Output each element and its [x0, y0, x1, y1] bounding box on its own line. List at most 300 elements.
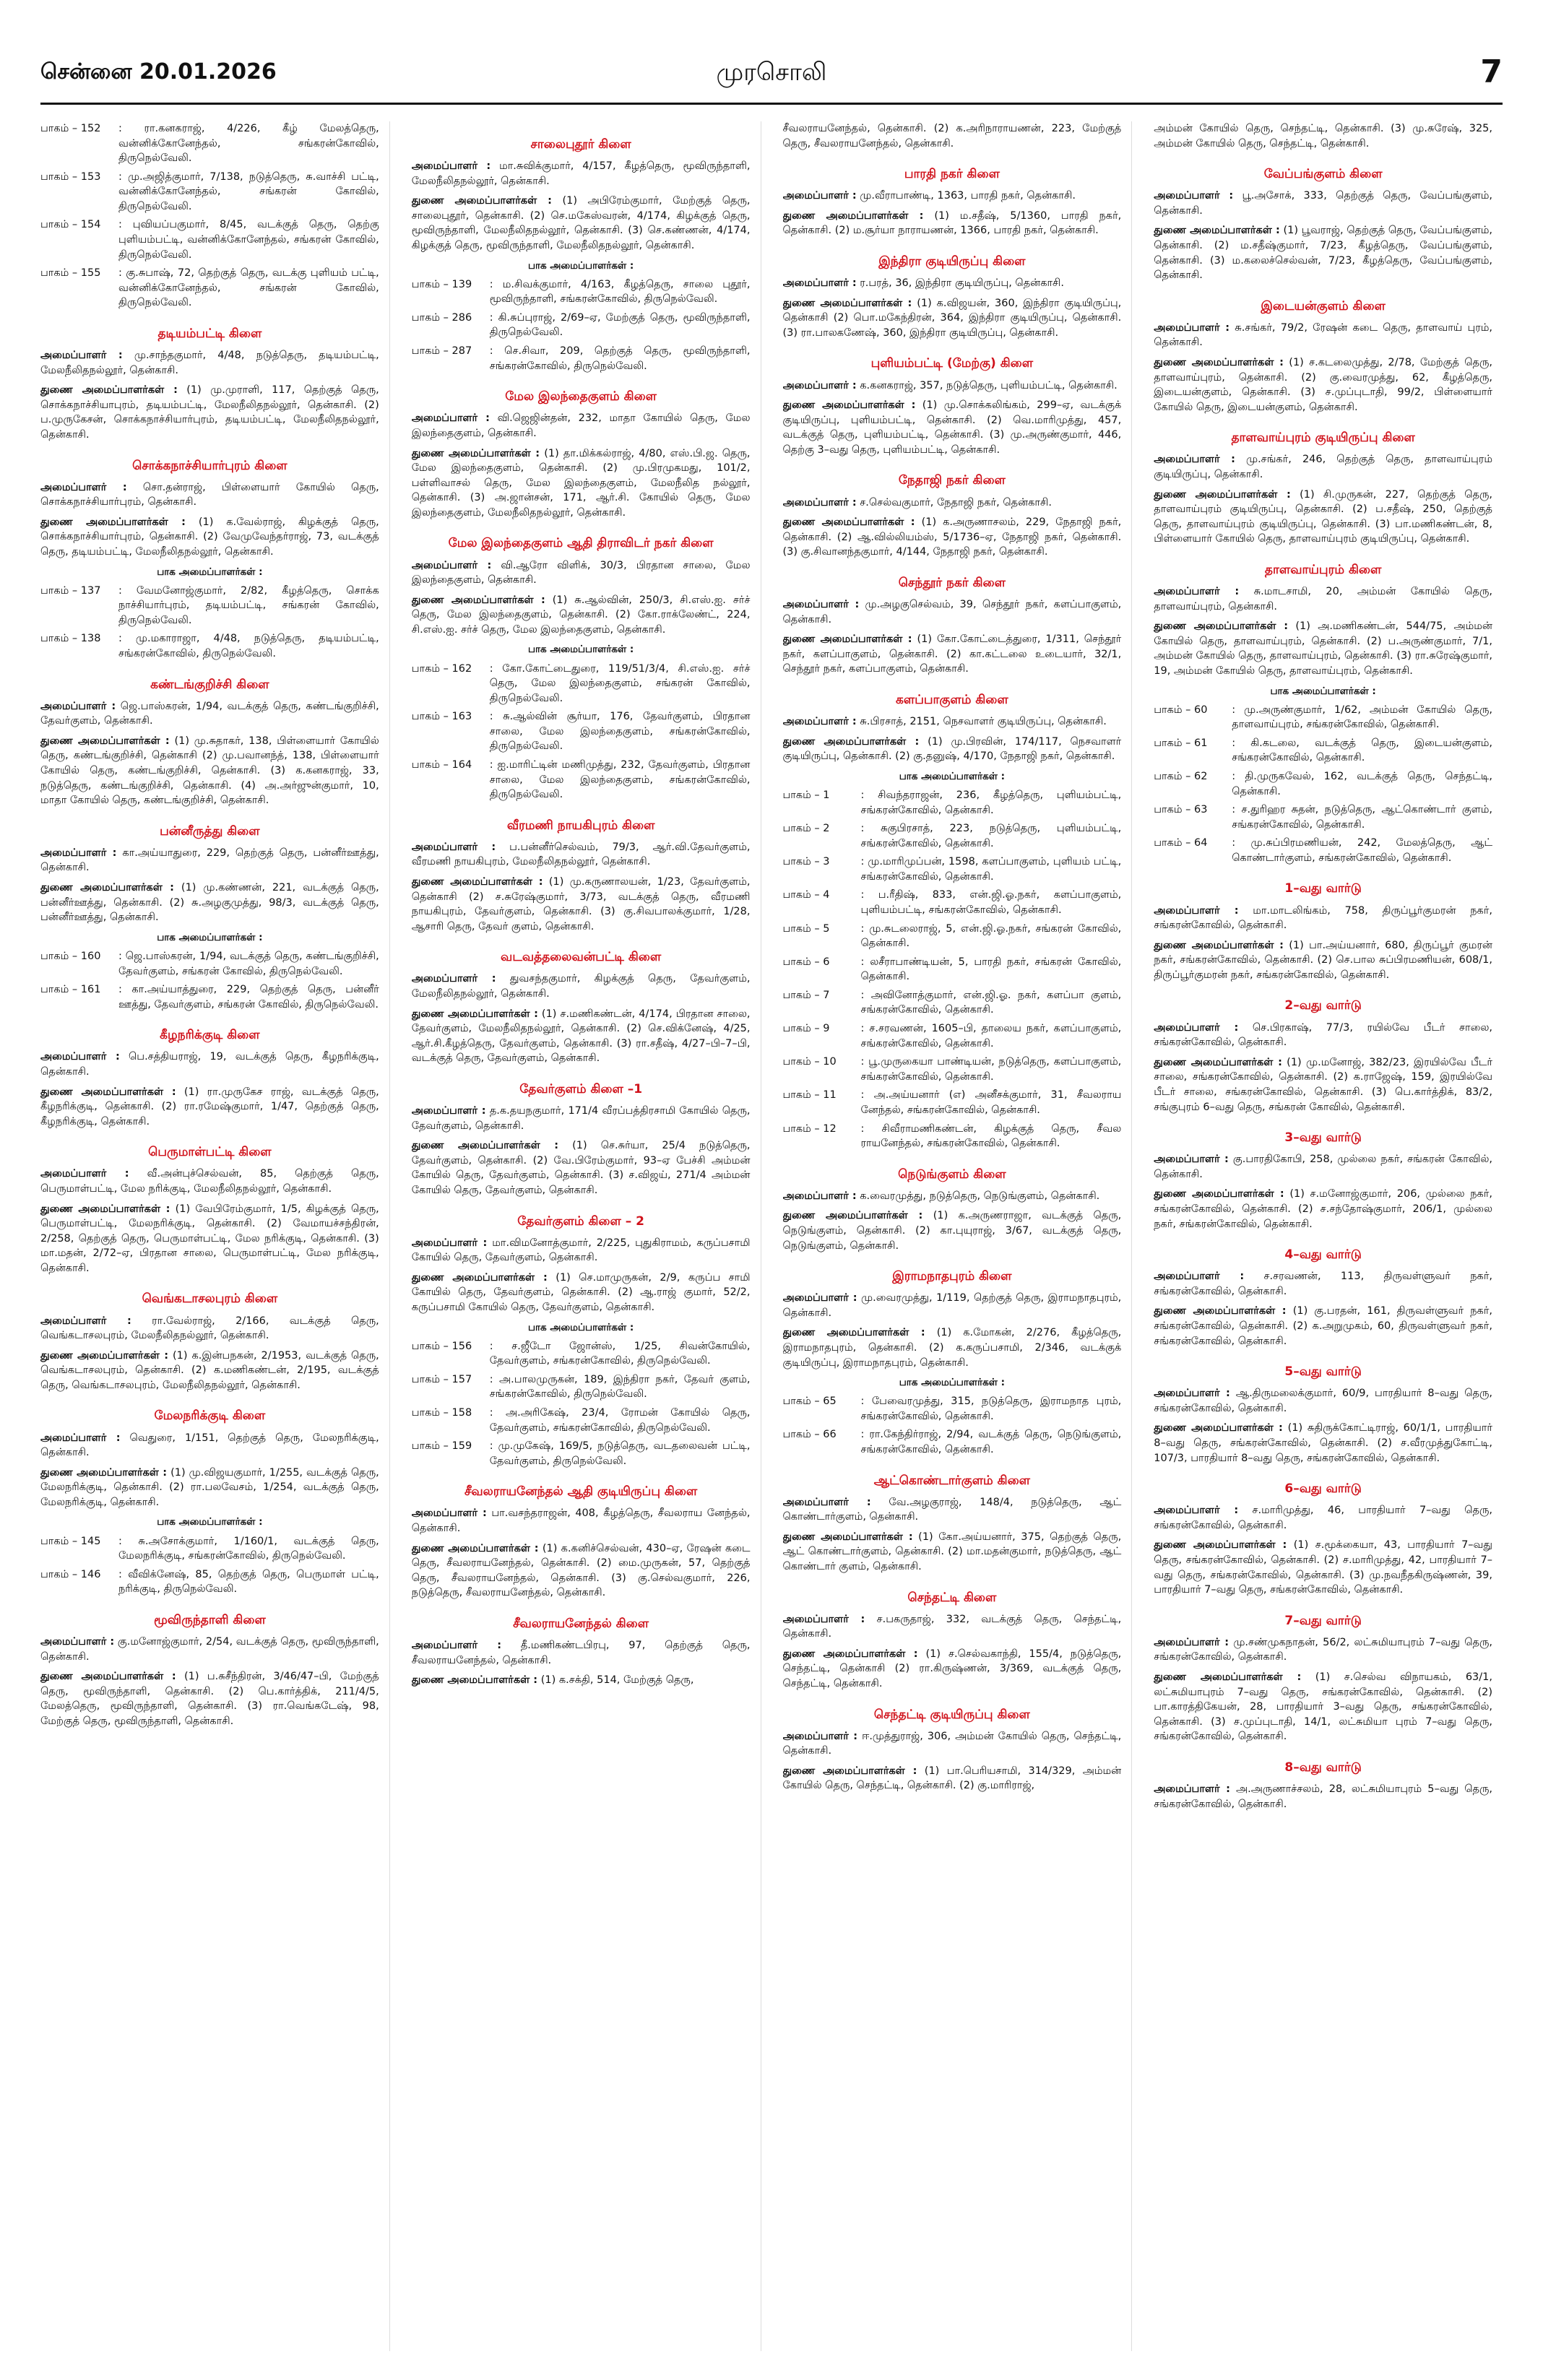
entry-text: வி.ஜெஜின்தன், 232, மாதா கோயில் தெரு, மேல இலந்தைகுளம், தென்காசி. [411, 412, 751, 439]
entry-text: மா.சுவிக்குமார், 4/157, கீழத்தெரு, மூவிருந்தாளி, மேலநீலிதநல்லூர், தென்காசி. [411, 160, 751, 187]
entry-text: பா.வசந்தராஜன், 408, கீழத்தெரு, சீவலராய னேந்தல், தென்காசி. [411, 1507, 751, 1535]
booth-entry [783, 854, 1122, 884]
organizer-label: அமைப்பாளர் : [1154, 454, 1235, 466]
entry-text: க.கனகராஜ், 357, நடுத்தெரு, புளியம்பட்டி, தென்காசி. [860, 379, 1118, 391]
booth-number: பாகம் – 10 [782, 1056, 837, 1068]
organizer-entry [1154, 321, 1492, 350]
organizer-label: அமைப்பாளர் : [1154, 1271, 1245, 1283]
booth-entry [1154, 769, 1492, 799]
entry-text: மு.சங்கர், 246, தெற்குத் தெரு, தாளவாய்புரம் குடியிருப்பு, தென்காசி. [1154, 454, 1493, 481]
branch-heading: 1–வது வார்டு [1284, 881, 1362, 896]
branch-heading: தேவர்குளம் கிளை – 2 [517, 1213, 644, 1229]
deputy-organizers-label: துணை அமைப்பாளர்கள் : [411, 1271, 548, 1284]
organizer-label: அமைப்பாளர் : [1154, 1783, 1230, 1796]
entry-text: (1) பா.பெரியசாமி, 314/329, அம்மன் கோயில் தெரு, செந்தட்டி, தென்காசி. (2) கு.மாரிராஜ், [782, 1765, 1122, 1792]
deputy-organizers-entry [40, 1349, 379, 1393]
booth-organizer: : வேமனோஜ்குமார், 2/82, கீழத்தெரு, சொக்க நாச்சியார்புரம், தடியம்பட்டி, சங்கரன் கோவில், திருநெல்வேலி. [118, 584, 379, 626]
organizer-label: அமைப்பாளர் : [782, 599, 860, 611]
deputy-organizers-entry [412, 1271, 751, 1315]
entry-text: (1) கோ.கோட்டைத்துரை, 1/311, செந்தூர் நகர், களப்பாகுளம், தென்காசி. (2) கா.கட்டலை உடையார், 32/1, செந்தூர் நகர், களப்பாகுளம், தென்காசி. [782, 633, 1122, 675]
deputy-organizers-label: துணை அமைப்பாளர்கள் : [782, 1531, 913, 1543]
booth-number: பாகம் – 156 [411, 1340, 472, 1352]
deputy-organizers-entry [783, 1647, 1122, 1692]
deputy-organizers-entry [1154, 619, 1492, 678]
branch-heading: 5–வது வார்டு [1284, 1364, 1362, 1380]
booth-organizer: : மு.அருண்குமார், 1/62, அம்மன் கோயில் தெரு, தாளவாய்புரம், சங்கரன்கோவில், தென்காசி. [1232, 704, 1492, 731]
deputy-organizers-label: துணை அமைப்பாளர்கள் : [1154, 1305, 1287, 1317]
section-subheading: பாக அமைப்பாளர்கள் : [157, 566, 263, 578]
booth-entry [783, 955, 1122, 985]
organizer-label: அமைப்பாளர் : [782, 1730, 858, 1742]
branch-heading: சீவலராயனேந்தல் ஆதி குடியிருப்பு கிளை [464, 1484, 698, 1500]
entry-text: மு.சாந்தகுமார், 4/48, நடுத்தெரு, தடியம்பட்டி, மேலநீலிதநல்லூர், தென்காசி. [40, 350, 379, 376]
organizer-entry [40, 480, 379, 510]
branch-heading: வெங்கடாசலபுரம் கிளை [142, 1291, 278, 1307]
deputy-organizers-entry [40, 1085, 379, 1130]
organizer-entry [783, 378, 1122, 394]
deputy-organizers-label: துணை அமைப்பாளர்கள் : [411, 447, 540, 459]
deputy-organizers-entry [783, 515, 1122, 560]
entry-text: (1) மு.சொக்கலிங்கம், 299–ஏ, வடக்குக் குடியிருப்பு, புளியம்பட்டி, தென்காசி. (2) வெ.மாரிமுத்து, 457, வடக்குத் தெரு, புளியம்பட்டி, தென்காசி. (3) மு.அருண்குமார், 446, தெற்கு 3–வது தெரு, புளியம்பட்டி, தென்காசி. [782, 399, 1122, 456]
deputy-organizers-entry [1154, 1304, 1492, 1349]
entry-text: (1) க.விஜயன், 360, இந்திரா குடியிருப்பு, தென்காசி (2) பொ.மகேந்திரன், 364, இந்திரா குடியிருப்பு, தென்காசி. (3) ரா.பாலகணேஷ், 360, இந்திரா குடியிருப்பு, தென்காசி. [782, 297, 1122, 339]
entry-text: கு.பாரதிகோபி, 258, முல்லை நகர், சங்கரன் கோவில், தென்காசி. [1154, 1154, 1493, 1180]
entry-text: வீ.அன்புச்செல்வன், 85, தெற்குத் தெரு, பெருமாள்பட்டி, மேல நரிக்குடி, மேலநீலிதநல்லூர், தென்காசி. [40, 1168, 379, 1195]
organizer-entry [40, 1050, 379, 1079]
entry-text: மா.மாடலிங்கம், 758, திருப்பூர்குமரன் நகர், சங்கரன்கோவில், தென்காசி. [1154, 904, 1492, 932]
deputy-organizers-entry [40, 515, 379, 560]
organizer-entry [1154, 1782, 1492, 1812]
entry-text: (1) ச.மூக்கையா, 43, பாரதியார் 7–வது தெரு, சங்கரன்கோவில், தென்காசி. (2) ச.மாரிமுத்து, 42, பாரதியார் 7–வது தெரு, சங்கரன்கோவில், தென்காசி. (3) மு.நவநீதகிருஷ்ணன், 39, பாரதியார் 7–வது தெரு, சங்கரன்கோவில், தென்காசி. [1154, 1539, 1492, 1596]
branch-heading: செந்தட்டி கிளை [907, 1590, 997, 1605]
branch-heading: செந்தட்டி குடியிருப்பு கிளை [873, 1707, 1030, 1722]
column-1 [40, 121, 390, 2351]
organizer-label: அமைப்பாளர் : [782, 1613, 865, 1625]
deputy-organizers-label: துணை அமைப்பாளர்கள் : [1154, 939, 1284, 951]
branch-heading: வடவத்தலைவன்பட்டி கிளை [501, 950, 662, 965]
branch-heading: நேதாஜி நகர் கிளை [898, 473, 1006, 488]
entry-text: மா.விமனோத்குமார், 2/225, புதுகிராமம், கருப்பசாமி கோயில் தெரு, தேவர்குளம், தென்காசி. [411, 1237, 751, 1264]
organizer-label: அமைப்பாளர் : [782, 277, 857, 290]
entry-text: அ.அருணாச்சலம், 28, லட்சுமியாபுரம் 5–வது தெரு, சங்கரன்கோவில், தென்காசி. [1154, 1783, 1493, 1810]
deputy-organizers-label: துணை அமைப்பாளர்கள் : [411, 594, 545, 606]
organizer-entry [40, 1314, 379, 1343]
branch-heading: களப்பாகுளம் கிளை [896, 692, 1008, 707]
deputy-organizers-label: துணை அமைப்பாளர்கள் : [40, 1671, 176, 1683]
organizer-label: அமைப்பாளர் : [411, 1507, 487, 1520]
booth-organizer: : லசீராபாண்டியன், 5, பாரதி நகர், சங்கரன் கோவில், தென்காசி. [860, 956, 1122, 983]
entry-text: (1) ச.மனோஜ்குமார், 206, முல்லை நகர், சங்கரன்கோவில், தென்காசி. (2) ச.சந்தோஷ்குமார், 206/1, முல்லை நகர், சங்கரன்கோவில், தென்காசி. [1154, 1188, 1492, 1230]
entry-text: (1) செ.மாமுருகன், 2/9, கருப்ப சாமி கோயில் தெரு, தேவர்குளம், தென்காசி. (2) ஆ.ராஜ் குமார், 52/2, கருப்பசாமி கோயில் தெரு, தேவர்குளம், தென்காசி. [411, 1271, 751, 1313]
deputy-organizers-label: துணை அமைப்பாளர்கள் : [782, 399, 916, 412]
booth-number: பாகம் – 9 [782, 1023, 830, 1035]
organizer-label: அமைப்பாளர் : [40, 1168, 129, 1180]
booth-entry [412, 1339, 751, 1369]
organizer-entry [40, 1431, 379, 1461]
booth-organizer: : ச.சரவணன், 1605–பி, தாலைய நகர், களப்பாகுளம், சங்கரன்கோவில், தென்காசி. [860, 1023, 1122, 1050]
booth-entry [40, 1534, 379, 1564]
booth-entry [412, 344, 751, 373]
entry-text: (1) செ.சுர்யா, 25/4 நடுத்தெரு, தேவர்குளம், தென்காசி. (2) வே.பிரேம்குமார், 93–ஏ பேச்சி அம்மன் கோயில் தெரு, தேவர்குளம், தென்காசி. (3) ச.விஜய், 271/4 அம்மன் கோயில் தெரு, தேவர்குளம், தென்காசி. [411, 1140, 751, 1196]
entry-text: (1) ச.கடலைமுத்து, 2/78, மேற்குத் தெரு, தாளவாய்புரம், தென்காசி. (2) கு.வைரமுத்து, 62, கீழத்தெரு, இடையன்குளம், தென்காசி. (3) ச.முப்புடாதி, 99/2, பிள்ளையார் கோயில் தெரு, இடையன்குளம், தென்காசி. [1154, 357, 1492, 413]
deputy-organizers-entry [1154, 1055, 1492, 1115]
organizer-label: அமைப்பாளர் : [1154, 1505, 1239, 1517]
booth-organizer: : மு.அஜித்குமார், 7/138, நடுத்தெரு, சு.வாச்சி பட்டி, வன்னிக்கோனேந்தல், சங்கரன் கோவில், திருநெல்வேலி. [118, 170, 379, 212]
booth-entry [412, 1372, 751, 1402]
booth-entry [40, 949, 379, 979]
deputy-organizers-label: துணை அமைப்பாளர்கள் : [782, 1648, 918, 1660]
deputy-organizers-entry [40, 1466, 379, 1510]
organizer-entry [412, 159, 751, 189]
organizer-label: அமைப்பாளர் : [411, 841, 496, 853]
booth-entry [412, 709, 751, 754]
booth-organizer: : மு.மகாராஜா, 4/48, நடுத்தெரு, தடியம்பட்டி, சங்கரன்கோவில், திருநெல்வேலி. [118, 633, 379, 660]
entry-text: (1) அபிரேம்குமார், மேற்குத் தெரு, சாலைபுதூர், தென்காசி. (2) செ.மகேஸ்வரன், 4/174, கிழக்குத் தெரு, மூவிருந்தாளி, மேலநீலிதநல்லூர், தென்காசி. (3) செ.கண்ணன், 4/174, கிழக்குத் தெரு, மூவிருந்தாளி, மேலநீலிதநல்லூர், தென்காசி. [411, 195, 751, 252]
entry-text: ச.சரவணன், 113, திருவள்ளுவர் நகர், சங்கரன்கோவில், தென்காசி. [1154, 1271, 1493, 1297]
deputy-organizers-label: துணை அமைப்பாளர்கள் : [40, 384, 178, 397]
organizer-entry [1154, 1269, 1492, 1299]
section-subheading: பாக அமைப்பாளர்கள் : [157, 931, 263, 943]
branch-heading: வீரமணி நாயகிபுரம் கிளை [506, 818, 655, 833]
booth-number: பாகம் – 5 [782, 922, 830, 935]
organizer-entry [40, 348, 379, 378]
organizer-label: அமைப்பாளர் : [782, 496, 857, 509]
branch-heading: தாளவாய்புரம் கிளை [1264, 562, 1382, 577]
deputy-organizers-entry [783, 1764, 1122, 1793]
booth-number: பாகம் – 66 [782, 1429, 837, 1441]
organizer-entry [783, 714, 1122, 730]
entry-text: (1) வேபிரேம்குமார், 1/5, கிழக்குத் தெரு, பெருமாள்பட்டி, மேலநரிக்குடி, தென்காசி. (2) வேமாயச்சந்திரன், 2/258, தெற்குத் தெரு, பெருமாள்பட்டி, மேல நரிக்குடி, தென்காசி. (3) மா.மதன், 2/72–ஏ, பிரதான சாலை, பெருமாள்பட்டி, மேல நரிக்குடி, தென்காசி. [40, 1203, 379, 1274]
deputy-organizers-entry [40, 1669, 379, 1728]
booth-entry [40, 631, 379, 661]
organizer-label: அமைப்பாளர் : [411, 973, 496, 985]
entry-text: ஈ.முத்துராஜ், 306, அம்மன் கோயில் தெரு, செந்தட்டி, தென்காசி. [782, 1730, 1122, 1757]
organizer-entry [783, 1612, 1122, 1642]
entry-text: (1) சுதிருக்கோட்டிராஜ், 60/1/1, பாரதியார் 8–வது தெரு, சங்கரன்கோவில், தென்காசி. (2) ச.வீரமுத்துகோட்டி, 107/3, பாரதியார் 8–வது தெரு, சங்கரன்கோவில், தென்காசி. [1154, 1422, 1493, 1464]
organizer-entry [412, 1638, 751, 1668]
organizer-label: அமைப்பாளர் : [411, 412, 490, 425]
organizer-label: அமைப்பாளர் : [1154, 1021, 1239, 1034]
booth-organizer: : அ.பாலமுருகன், 189, இந்திரா நகர், தேவர் குளம், சங்கரன்கோவில், திருநெல்வேலி. [489, 1373, 751, 1401]
entry-text: (1) மு.முராளி, 117, தெற்குத் தெரு, சொக்கநாச்சியாபுரம், தடியம்பட்டி, மேலநீலிதநல்லூர், தென்காசி. (2) ப.முருகேசன், சொக்கநாச்சியார்புரம், தடியம்பட்டி, மேலநீலிதநல்லூர், தென்காசி. [40, 384, 379, 441]
organizer-label: அமைப்பாளர் : [411, 559, 492, 571]
entry-text: (1) ச.செல்வ விநாயகம், 63/1, லட்சுமியாபுரம் 7–வது தெரு, சங்கரன்கோவில், தென்காசி. (2) பா.காரத்திகேயன், 28, பாரதியார் 3–வது தெரு, சங்கரன்கோவில், தென்காசி. (3) ச.முப்புடாதி, 14/1, லட்சுமியா புரம் 7–வது தெரு, சங்கரன்கோவில், தென்காசி. [1154, 1671, 1493, 1743]
entry-text: ச.செல்வகுமார், நேதாஜி நகர், தென்காசி. [860, 496, 1052, 509]
organizer-entry [412, 1506, 751, 1536]
deputy-organizers-entry [412, 1007, 751, 1066]
entry-text: (1) கோ.அய்யனார், 375, தெற்குத் தெரு, ஆட் கொண்டார்குளம், தென்காசி. (2) மா.மதன்குமார், நடுத்தெரு, ஆட் கொண்டார் குளம், தென்காசி. [782, 1531, 1122, 1573]
booth-organizer: : பேவைரமுத்து, 315, நடுத்தெரு, இராமநாத புரம், சங்கரன்கோவில், தென்காசி. [860, 1395, 1122, 1422]
booth-organizer: : மு.முகேஷ், 169/5, நடுத்தெரு, வடதலைவன் பட்டி, தேவர்குளம், திருநெல்வேலி. [489, 1440, 751, 1467]
deputy-organizers-label: துணை அமைப்பாளர்கள் : [782, 633, 912, 646]
organizer-entry [40, 699, 379, 729]
booth-organizer: : கி.சுப்புராஜ், 2/69–ஏ, மேற்குத் தெரு, மூவிருந்தாளி, திருநெல்வேலி. [489, 311, 751, 339]
deputy-organizers-entry [783, 632, 1122, 677]
entry-text: மு.சண்முகநாதன், 56/2, லட்சுமியாபுரம் 7–வது தெரு, சங்கரன்கோவில், தென்காசி. [1154, 1636, 1492, 1663]
booth-entry [783, 1394, 1122, 1424]
booth-organizer: : அ.அரிகேஷ், 23/4, ரோமன் கோயில் தெரு, தேவர்குளம், சங்கரன்கோவில், திருநெல்வேலி. [489, 1407, 751, 1434]
booth-entry [1154, 736, 1492, 766]
booth-entry [783, 1427, 1122, 1457]
deputy-organizers-entry [783, 296, 1122, 341]
section-subheading: பாக அமைப்பாளர்கள் : [527, 259, 634, 272]
booth-organizer: : அவினோத்குமார், என்.ஜி.ஓ. நகர், களப்பா குளம், சங்கரன்கோவில், தென்காசி. [860, 989, 1122, 1016]
booth-number: பாகம் – 12 [782, 1122, 837, 1135]
entry-text: கு.மனோஜ்குமார், 2/54, வடக்குத் தெரு, மூவிருந்தாளி, தென்காசி. [40, 1636, 379, 1663]
entry-text: (1) மு.விஜயகுமார், 1/255, வடக்குத் தெரு, மேலநரிக்குடி, தென்காசி. (2) ரா.பலவேசம், 1/254, வடக்குத் தெரு, மேலநரிக்குடி, தென்காசி. [40, 1466, 379, 1508]
organizer-label: அமைப்பாளர் : [782, 190, 857, 202]
booth-entry [783, 1021, 1122, 1051]
newspaper-name: முரசொலி [716, 58, 827, 87]
branch-heading: 4–வது வார்டு [1284, 1247, 1362, 1263]
organizer-entry [783, 1495, 1122, 1525]
organizer-label: அமைப்பாளர் : [782, 1190, 857, 1202]
entry-text: (1) க.மோகன், 2/276, கீழத்தெரு, இராமநாதபுரம், தென்காசி. (2) க.கருப்பசாமி, 2/346, வடக்குக் குடியிருப்பு, இராமநாதபுரம், தென்காசி. [782, 1327, 1122, 1369]
booth-organizer: : சுகுபிரசாத், 223, நடுத்தெரு, புளியம்பட்டி, சங்கரன்கோவில், தென்காசி. [860, 823, 1122, 849]
booth-organizer: : தி.முருகவேல், 162, வடக்குத் தெரு, செந்தட்டி, தென்காசி. [1232, 771, 1492, 797]
deputy-organizers-label: துணை அமைப்பாளர்கள் : [1154, 1188, 1284, 1200]
deputy-organizers-label: துணை அமைப்பாளர்கள் : [411, 1674, 538, 1687]
booth-entry [783, 821, 1122, 851]
entry-text: ர.பரத், 36, இந்திரா குடியிருப்பு, தென்காசி. [860, 277, 1065, 290]
entry-text: கா.அய்யாதுரை, 229, தெற்குத் தெரு, பன்னீர்ஊத்து, தென்காசி. [40, 847, 379, 874]
entry-text: (1) மு.பிரவின், 174/117, நெசவாளர் குடியிருப்பு, தென்காசி. (2) கு.தனுஷ், 4/170, நேதாஜி நகர், தென்காசி. [782, 735, 1122, 763]
entry-text: (1) பூவராஜ், தெற்குத் தெரு, வேப்பங்குளம், தென்காசி. (2) ம.சதீஷ்குமார், 7/23, கீழத்தெரு, வேப்பங்குளம், தென்காசி. (3) ம.கலைச்செல்வன், 7/23, கீழத்தெரு, வேப்பங்குளம், தென்காசி. [1154, 225, 1492, 282]
deputy-organizers-label: துணை அமைப்பாளர்கள் : [1154, 225, 1280, 237]
deputy-organizers-entry [40, 880, 379, 925]
branch-heading: தடியம்பட்டி கிளை [157, 326, 262, 341]
deputy-organizers-entry [412, 1673, 751, 1688]
branch-heading: தாளவாய்புரம் குடியிருப்பு கிளை [1231, 430, 1415, 446]
booth-entry [783, 888, 1122, 917]
organizer-entry [412, 972, 751, 1001]
organizer-label: அமைப்பாளர் : [40, 481, 127, 493]
branch-heading: நெடுங்குளம் கிளை [898, 1167, 1006, 1182]
deputy-organizers-label: துணை அமைப்பாளர்கள் : [782, 1327, 925, 1339]
deputy-organizers-label: துணை அமைப்பாளர்கள் : [1154, 357, 1284, 369]
entry-text: (1) ச.செல்வகாந்தி, 155/4, நடுத்தெரு, செந்தட்டி, தென்காசி (2) ரா.கிருஷ்ணன், 3/369, வடக்குத் தெரு, செந்தட்டி, தென்காசி. [782, 1648, 1122, 1690]
deputy-organizers-label: துணை அமைப்பாளர்கள் : [40, 1203, 170, 1215]
continued-text: அம்மன் கோயில் தெரு, செந்தட்டி, தென்காசி. (3) மு.சுரேஷ், 325, அம்மன் கோயில் தெரு, செந்தட்டி, தென்காசி. [1154, 123, 1492, 150]
entry-text: வி.ஆரோ விளிக், 30/3, பிரதான சாலை, மேல இலந்தைகுளம், தென்காசி. [411, 559, 751, 587]
booth-number: பாகம் – 162 [411, 662, 472, 675]
entry-text: பெ.சத்தியராஜ், 19, வடக்குத் தெரு, கீழநரிக்குடி, தென்காசி. [40, 1051, 379, 1078]
entry-text: (1) க.அருணராஜா, வடக்குத் தெரு, நெடுங்குளம், தென்காசி. (2) கா.புயுராஜ், 3/67, வடக்குத் தெரு, நெடுங்குளம், தென்காசி. [782, 1210, 1122, 1252]
organizer-entry [412, 1236, 751, 1265]
booth-number: பாகம் – 160 [40, 950, 101, 962]
entry-text: (1) சு.ஆல்வின், 250/3, சி.எஸ்.ஐ. சர்ச் தெரு, மேல இலந்தைகுளம், தென்காசி. (2) கோ.ராக்லேண்ட், 224, சி.எஸ்.ஐ. சர்ச் தெரு, மேல இலந்தைகுளம், தென்காசி. [411, 594, 751, 636]
booth-organizer: : வீவிக்னேஷ், 85, தெற்குத் தெரு, பெருமாள் பட்டி, நரிக்குடி, திருநெல்வேலி. [118, 1568, 379, 1596]
branch-heading: பெருமாள்பட்டி கிளை [148, 1145, 272, 1160]
entry-text: (1) ம.சதீஷ், 5/1360, பாரதி நகர், தென்காசி. (2) ம.சூர்யா நாராயணன், 1366, பாரதி நகர், தென்காசி. [782, 209, 1122, 237]
organizer-entry [783, 597, 1122, 627]
booth-organizer: : கோ.கோட்டைதுரை, 119/51/3/4, சி.எஸ்.ஐ. சர்ச் தெரு, மேல இலந்தைகுளம், சங்கரன் கோவில், திருநெல்வேலி. [489, 662, 751, 704]
organizer-label: அமைப்பாளர் : [1154, 1154, 1229, 1166]
booth-number: பாகம் – 163 [411, 711, 472, 723]
organizer-label: அமைப்பாளர் : [1154, 1388, 1230, 1400]
entry-text: பூ.அசோக், 333, தெற்குத் தெரு, வேப்பங்குளம், தென்காசி. [1154, 190, 1493, 217]
section-subheading: பாக அமைப்பாளர்கள் : [899, 1377, 1006, 1389]
branch-heading: 8–வது வார்டு [1284, 1760, 1362, 1775]
booth-number: பாகம் – 138 [40, 633, 101, 645]
deputy-organizers-entry [1154, 1538, 1492, 1597]
branch-heading: வேப்பங்குளம் கிளை [1263, 167, 1383, 182]
organizer-entry [783, 496, 1122, 511]
entry-text: செ.பிரகாஷ், 77/3, ரயில்வே பீடர் சாலை, சங்கரன்கோவில், தென்காசி. [1154, 1021, 1492, 1049]
booth-number: பாகம் – 158 [411, 1407, 472, 1419]
deputy-organizers-entry [783, 398, 1122, 457]
column-4 [1154, 121, 1503, 2351]
entry-text: (1) க.சக்தி, 514, மேற்குத் தெரு, [540, 1674, 694, 1687]
booth-number: பாகம் – 161 [40, 984, 101, 996]
branch-heading: இராமநாதபுரம் கிளை [892, 1269, 1012, 1284]
organizer-entry [412, 411, 751, 441]
booth-number: பாகம் – 3 [782, 856, 830, 868]
deputy-organizers-entry [412, 875, 751, 934]
entry-text: சு.சங்கர், 79/2, ரேஷன் கடை தெரு, தாளவாய் புரம், தென்காசி. [1154, 321, 1493, 349]
booth-organizer: : மு.சுப்பிரமணியன், 242, மேலத்தெரு, ஆட் கொண்டார்குளம், சங்கரன்கோவில், தென்காசி. [1232, 837, 1492, 864]
booth-organizer: : சு.ஆல்வின் சூர்யா, 176, தேவர்குளம், பிரதான சாலை, மேல இலந்தைகுளம், சங்கரன்கோவில், திருநெல்வேலி. [489, 711, 751, 753]
deputy-organizers-entry [1154, 1670, 1492, 1744]
organizer-label: அமைப்பாளர் : [1154, 321, 1230, 334]
booth-organizer: : கி.கடலை, வடக்குத் தெரு, இடையன்குளம், சங்கரன்கோவில், தென்காசி. [1232, 737, 1492, 764]
branch-heading: கீழநரிக்குடி கிளை [160, 1028, 260, 1043]
booth-organizer: : செ.சிவா, 209, தெற்குத் தெரு, மூவிருந்தாளி, சங்கரன்கோவில், திருநெல்வேலி. [489, 345, 751, 372]
booth-number: பாகம் – 2 [782, 823, 830, 835]
deputy-organizers-label: துணை அமைப்பாளர்கள் : [1154, 620, 1289, 633]
deputy-organizers-label: துணை அமைப்பாளர்கள் : [782, 735, 920, 748]
deputy-organizers-entry [412, 593, 751, 638]
booth-number: பாகம் – 286 [411, 311, 472, 324]
entry-text: ப.பன்னீர்செல்வம், 79/3, ஆர்.வி.தேவர்குளம், வீரமணி நாயகிபுரம், மேலநீலிதநல்லூர், தென்காசி. [411, 841, 751, 868]
booth-entry [783, 788, 1122, 818]
booth-organizer: : கு.சுபாஷ், 72, தெற்குத் தெரு, வடக்கு புளியம் பட்டி, வன்னிக்கோனேந்தல், சங்கரன் கோவில், திருநெல்வேலி. [118, 267, 379, 309]
organizer-label: அமைப்பாளர் : [411, 1105, 486, 1117]
booth-number: பாகம் – 4 [782, 889, 830, 901]
entry-text: ஜெ.பாஸ்கரன், 1/94, வடக்குத் தெரு, கண்டங்குறிச்சி, தேவர்குளம், தென்காசி. [40, 700, 379, 727]
entry-text: ச.மாரிமுத்து, 46, பாரதியார் 7–வது தெரு, சங்கரன்கோவில், தென்காசி. [1154, 1505, 1492, 1531]
entry-text: மு.வைரமுத்து, 1/119, தெற்குத் தெரு, இராமநாதபுரம், தென்காசி. [782, 1292, 1122, 1319]
organizer-entry [40, 846, 379, 875]
booth-entry [40, 982, 379, 1012]
deputy-organizers-label: துணை அமைப்பாளர்கள் : [40, 1086, 176, 1098]
section-subheading: பாக அமைப்பாளர்கள் : [899, 770, 1006, 782]
booth-entry [783, 1122, 1122, 1151]
booth-number: பாகம் – 153 [40, 170, 101, 183]
booth-number: பாகம் – 11 [782, 1089, 837, 1102]
organizer-label: அமைப்பாளர் : [40, 350, 123, 362]
deputy-organizers-label: துணை அமைப்பாளர்கள் : [411, 1542, 539, 1554]
booth-entry [783, 1088, 1122, 1117]
organizer-entry [1154, 1021, 1492, 1050]
entry-text: சு.மாடசாமி, 20, அம்மன் கோயில் தெரு, தாளவாய்புரம், தென்காசி. [1154, 586, 1492, 613]
organizer-label: அமைப்பாளர் : [40, 1051, 120, 1063]
organizer-label: அமைப்பாளர் : [40, 1636, 115, 1648]
entry-text: (1) பா.அய்யனார், 680, திருப்பூர் குமரன் நகர், சங்கரன்கோவில், தென்காசி. (2) செ.பால சுப்பிரமணியன், 608/1, திருப்பூர்குமரன் நகர், சங்கரன்கோவில், தென்காசி. [1154, 939, 1492, 981]
entry-text: தீ.மணிகண்டபிரபு, 97, தெற்குத் தெரு, சீவலராயனேந்தல், தென்காசி. [411, 1640, 751, 1666]
organizer-label: அமைப்பாளர் : [782, 716, 857, 728]
booth-entry [783, 922, 1122, 951]
booth-organizer: : ம.சிவக்குமார், 4/163, கீழத்தெரு, சாலை புதூர், மூவிருந்தாளி, சங்கரன்கோவில், திருநெல்வேலி. [489, 278, 751, 306]
organizer-label: அமைப்பாளர் : [40, 847, 117, 859]
booth-number: பாகம் – 146 [40, 1568, 101, 1580]
booth-organizer: : பூ.முருகையா பாண்டியன், நடுத்தெரு, களப்பாகுளம், சங்கரன்கோவில், தென்காசி. [860, 1056, 1122, 1083]
entry-text: ஆ.திருமலைக்குமார், 60/9, பாரதியார் 8–வது தெரு, சங்கரன்கோவில், தென்காசி. [1154, 1388, 1493, 1414]
organizer-entry [412, 1104, 751, 1133]
deputy-organizers-label: துணை அமைப்பாளர்கள் : [782, 297, 912, 309]
entry-text: (1) மு.கண்ணன், 221, வடக்குத் தெரு, பன்னீர்ஊத்து, தென்காசி. (2) சு.அழகுமுத்து, 98/3, வடக்குத் தெரு, பன்னீர்ஊத்து, தென்காசி. [40, 882, 379, 924]
organizer-label: அமைப்பாளர் : [40, 1432, 121, 1444]
booth-organizer: : கா.அய்யாத்துரை, 229, தெற்குத் தெரு, பன்னீர் ஊத்து, தேவர்குளம், சங்கரன் கோவில், திருநெல்வேலி. [118, 984, 379, 1011]
booth-organizer: : ச.துரிஹர சுதன், நடுத்தெரு, ஆட்கொண்டார் குளம், சங்கரன்கோவில், தென்காசி. [1232, 804, 1492, 831]
deputy-organizers-entry [783, 735, 1122, 764]
organizer-entry [783, 1291, 1122, 1320]
page-number: 7 [1480, 53, 1503, 90]
booth-number: பாகம் – 65 [782, 1395, 837, 1408]
booth-organizer: : சு.அசோக்குமார், 1/160/1, வடக்குத் தெரு, மேலநரிக்குடி, சங்கரன்கோவில், திருநெல்வேலி. [118, 1535, 379, 1562]
booth-number: பாகம் – 152 [40, 123, 101, 134]
organizer-entry [783, 276, 1122, 291]
entry-text: சு.பிரசாத், 2151, நெசவாளர் குடியிருப்பு, தென்காசி. [860, 716, 1107, 728]
booth-number: பாகம் – 62 [1154, 771, 1208, 782]
booth-entry [40, 121, 379, 166]
entry-text: சொ.தன்ராஜ், பிள்ளையார் கோயில் தெரு, சொக்கநாச்சியார்புரம், தென்காசி. [40, 481, 379, 509]
entry-text: (1) மு.மனோஜ், 382/23, இரயில்வே பீடர் சாலை, சங்கரன்கோவில், தென்காசி. (2) க.ராஜேஷ், 159, இரயில்வே பீடர் சாலை, சங்கரன்கோவில், தென்காசி. (3) பெ.கார்த்திக், 83/2, சங்குபுரம் 6–வது தெரு, சங்கரன் கோவில், தென்காசி. [1154, 1056, 1493, 1113]
organizer-entry [783, 1189, 1122, 1204]
entry-text: (1) ச.மணிகண்டன், 4/174, பிரதான சாலை, தேவர்குளம், மேலநீலிதநல்லூர், தென்காசி. (2) செ.விக்னேஷ், 4/25, ஆர்.சி.கீழத்தெரு, தேவர்குளம், தென்காசி. (3) ரா.சதீஷ், 4/27–பி–7–பி, வடக்குத் தெரு, தேவர்குளம், தென்காசி. [411, 1008, 751, 1065]
deputy-organizers-entry [412, 1541, 751, 1601]
deputy-organizers-entry [1154, 355, 1492, 415]
branch-heading: இந்திரா குடியிருப்பு கிளை [878, 254, 1026, 269]
branch-heading: மேல இலந்தைகுளம் கிளை [505, 389, 657, 404]
booth-entry [1154, 836, 1492, 865]
booth-organizer: : மு.சுடலைராஜ், 5, என்.ஜி.ஓ.நகர், சங்கரன் கோவில், தென்காசி. [860, 922, 1122, 950]
deputy-organizers-entry [1154, 1421, 1492, 1466]
organizer-entry [1154, 904, 1492, 933]
entry-text: (1) சி.முருகன், 227, தெற்குத் தெரு, தாளவாய்புரம் குடியிருப்பு, தென்காசி. (2) ப.சதீஷ், 250, தெற்குத் தெரு, தாளவாய்புரம் குடியிருப்பு, தென்காசி. (3) பா.மணிகண்டன், 8, பிள்ளையார் கோயில் தெரு, தாளவாய்புரம் குடியிருப்பு, தென்காசி. [1154, 488, 1492, 545]
column-2 [412, 121, 761, 2351]
booth-entry [40, 266, 379, 311]
booth-organizer: : ரா.கேந்திர்ராஜ், 2/94, வடக்குத் தெரு, நெடுங்குளம், சங்கரன்கோவில், தென்காசி. [860, 1429, 1122, 1455]
booth-number: பாகம் – 159 [411, 1440, 472, 1453]
organizer-entry [412, 558, 751, 588]
branch-heading: பன்னீருத்து கிளை [160, 823, 260, 839]
deputy-organizers-entry [412, 1138, 751, 1198]
branch-heading: இடையன்குளம் கிளை [1261, 298, 1386, 313]
booth-number: பாகம் – 154 [40, 219, 101, 231]
deputy-organizers-entry [1154, 223, 1492, 282]
branch-heading: சீவலராயனேந்தல் கிளை [513, 1616, 649, 1631]
entry-text: மு.அழகுசெல்வம், 39, செந்தூர் நகர், களப்பாகுளம், தென்காசி. [782, 599, 1122, 626]
section-subheading: பாக அமைப்பாளர்கள் : [157, 1516, 263, 1528]
booth-organizer: : சிவந்தராஜன், 236, கீழத்தெரு, புளியம்பட்டி, சங்கரன்கோவில், தென்காசி. [860, 789, 1122, 816]
deputy-organizers-label: துணை அமைப்பாளர்கள் : [411, 1008, 538, 1020]
booth-organizer: : அ.அய்யனார் (எ) அனீசக்குமார், 31, சீவலராய னேந்தல், சங்கரன்கோவில், தென்காசி. [860, 1089, 1122, 1116]
deputy-organizers-entry [1154, 1187, 1492, 1232]
booth-number: பாகம் – 1 [782, 789, 830, 801]
branch-heading: 6–வது வார்டு [1284, 1481, 1362, 1497]
booth-number: பாகம் – 61 [1154, 737, 1208, 749]
deputy-organizers-label: துணை அமைப்பாளர்கள் : [1154, 488, 1291, 501]
issue-date: சென்னை 20.01.2026 [40, 59, 277, 85]
entry-text: (1) க.அருணாசலம், 229, நேதாஜி நகர், தென்காசி. (2) ஆ.வில்லியம்ஸ், 5/1736–ஏ, நேதாஜி நகர், தென்காசி. (3) கு.சிவானந்தகுமார், 4/144, நேதாஜி நகர், தென்காசி. [782, 516, 1122, 558]
branch-heading: தேவர்குளம் கிளை –1 [519, 1081, 643, 1096]
booth-entry [412, 277, 751, 307]
deputy-organizers-label: துணை அமைப்பாளர்கள் : [782, 1765, 917, 1777]
booth-organizer: : ஜெ.பாஸ்கரன், 1/94, வடக்குத் தெரு, கண்டங்குறிச்சி, தேவர்குளம், சங்கரன் கோவில், திருநெல்வேலி. [118, 950, 379, 977]
section-subheading: பாக அமைப்பாளர்கள் : [527, 1321, 634, 1333]
organizer-entry [783, 1729, 1122, 1759]
